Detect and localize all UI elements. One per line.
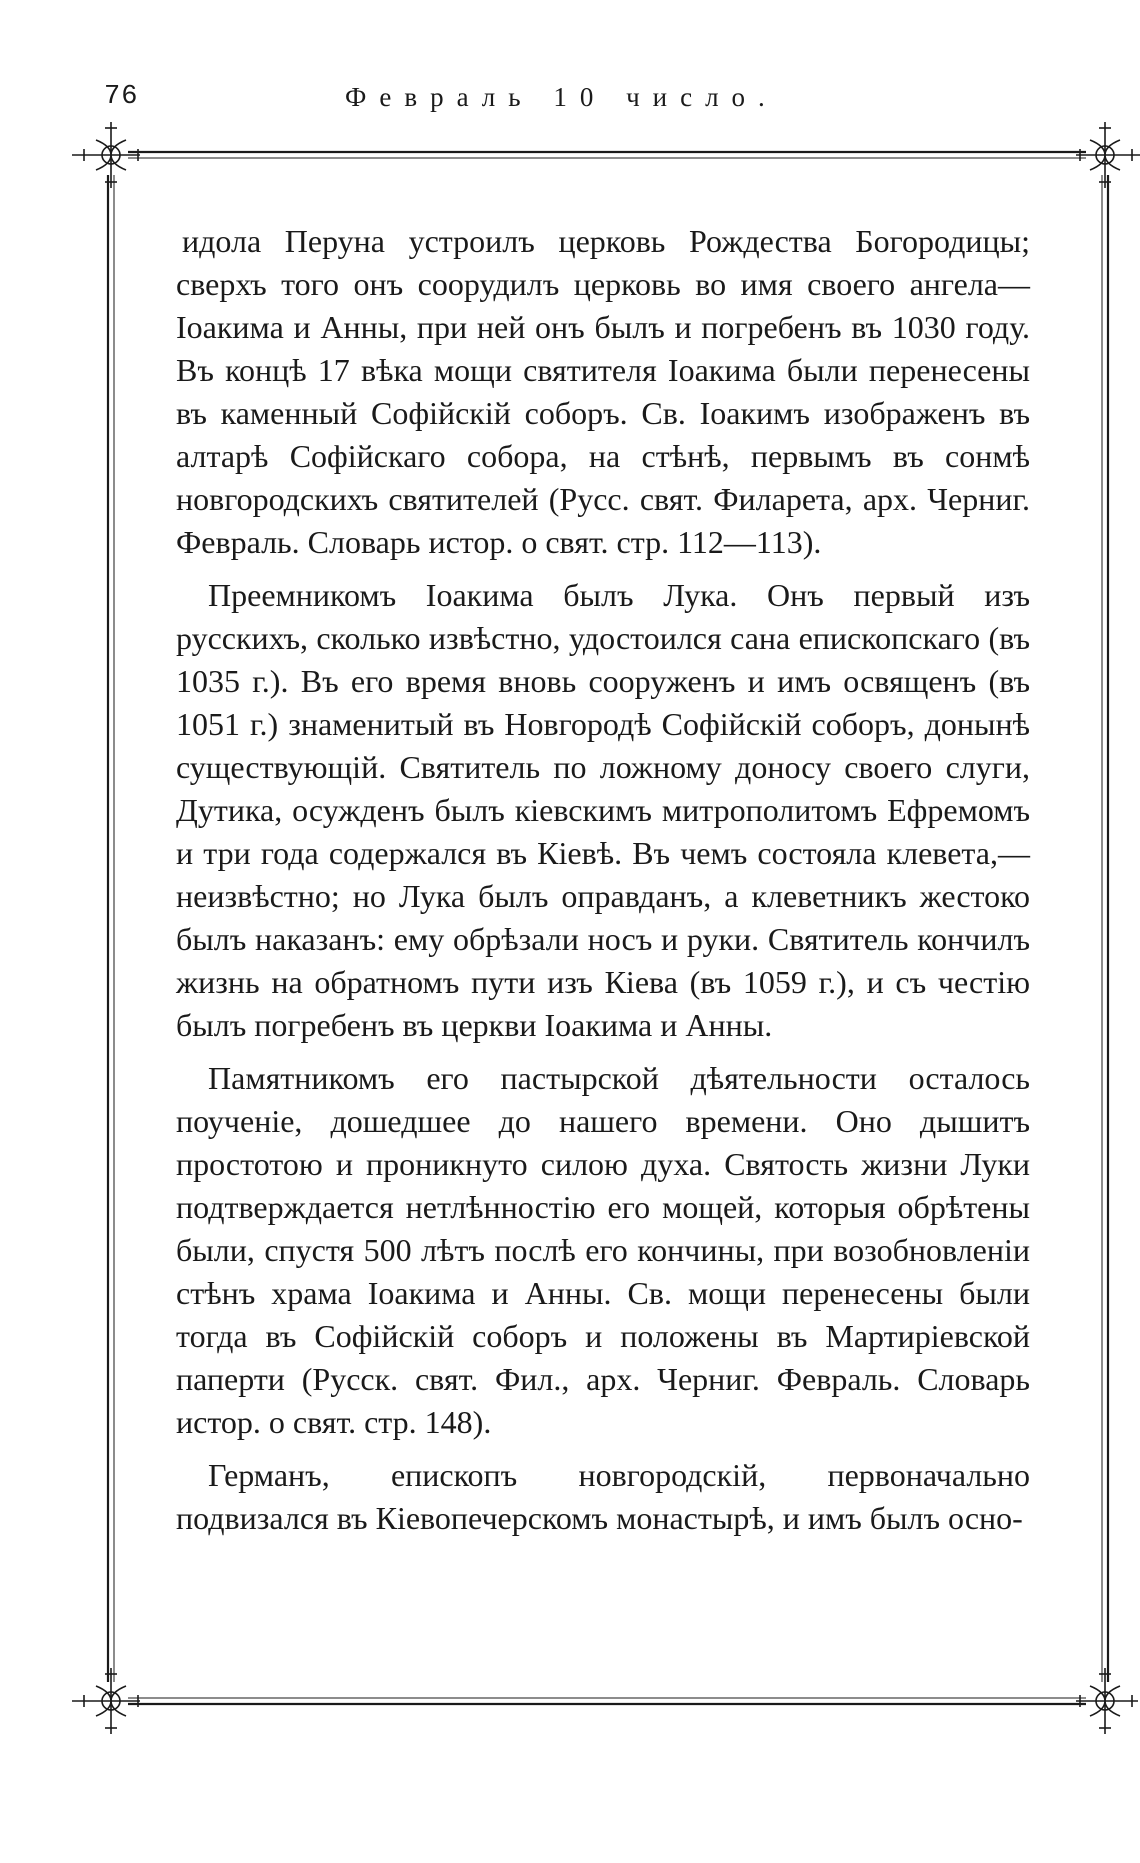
paragraph-3: Памятникомъ его пастырской дѣятельности осталось поученіе, дошедшее до нашего времени. Оно дышитъ простотою и проникнуто силою духа. Святость жизни Луки подтверждается нетлѣнностію его мощей, которыя обрѣтены были, спустя 500 лѣтъ послѣ его кончины, при возобновленіи стѣнъ храма Іоакима и Анны. Св. мощи перенесены были тогда въ Софійскій соборъ и положены въ Мартиріевской паперти (Русск. свят. Фил., арх. Черниг. Февраль. Словарь истор. о свят. стр. 148). — [176, 1060, 1030, 1440]
corner-ornament-top-left — [72, 122, 140, 188]
corner-ornament-top-right — [1076, 122, 1140, 188]
paragraph-2: Преемникомъ Іоакима былъ Лука. Онъ первый изъ русскихъ, сколько извѣстно, удостоился сана епископскаго (въ 1035 г.). Въ его время вновь сооруженъ и имъ освященъ (въ 1051 г.) знаменитый въ Новгородѣ Софійскій соборъ, донынѣ существующій. Святитель по ложному доносу своего слуги, Дутика, осужденъ былъ кіевскимъ митрополитомъ Ефремомъ и три года содержался въ Кіевѣ. Въ чемъ состояла клевета,—неизвѣстно; но Лука былъ оправданъ, а клеветникъ жестоко былъ наказанъ: ему обрѣзали носъ и руки. Святитель кончилъ жизнь на обратномъ пути изъ Кіева (въ 1059 г.), и съ честію былъ погребенъ въ церкви Іоакима и Анны. — [176, 577, 1030, 1043]
corner-ornament-bottom-left — [72, 1668, 140, 1734]
header-title: Февраль 10 число. — [345, 82, 778, 112]
body-text — [176, 220, 1030, 1550]
corner-ornament-bottom-right — [1076, 1668, 1138, 1734]
paragraph-4: Германъ, епископъ новгородскій, первоначально подвизался въ Кіевопечерскомъ монастырѣ, и имъ былъ осно- — [176, 1457, 1030, 1536]
running-head — [0, 82, 1140, 122]
paragraph-1: идола Перуна устроилъ церковь Рождества Богородицы; сверхъ того онъ соорудилъ церковь во имя своего ангела— Іоакима и Анны, при ней онъ былъ и погребенъ въ 1030 году. Въ концѣ 17 вѣка мощи святителя Іоакима были перенесены въ каменный Софійскій соборъ. Св. Іоакимъ изображенъ въ алтарѣ Софійскаго собора, на стѣнѣ, первымъ въ сонмѣ новгородскихъ святителей (Русс. свят. Филарета, арх. Черниг. Февраль. Словарь истор. о свят. стр. 112—113). — [176, 223, 1030, 560]
page-number: 76 — [104, 82, 139, 112]
